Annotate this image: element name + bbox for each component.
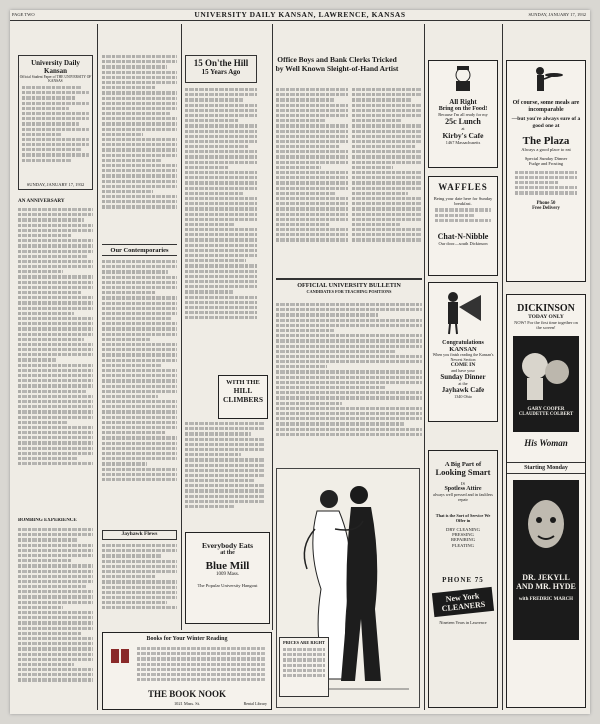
- jayhawk-cafe-line4: COME IN: [450, 362, 476, 368]
- dickinson-star2: CLAUDETTE COLBERT: [518, 412, 574, 418]
- nameplate-box: [18, 55, 93, 190]
- artist-headline-1: Office Boys and Bank Clerks Tricked: [277, 55, 397, 64]
- dickinson-today: TODAY ONLY: [528, 314, 564, 320]
- blue-mill-line2: at the: [220, 550, 235, 556]
- fifteen-years-subtitle: 15 Years Ago: [201, 68, 241, 76]
- anniversary-text: [18, 208, 93, 508]
- blue-mill-line3: Blue Mill: [205, 560, 250, 572]
- bombing-headline: BOMBING EXPERIENCE: [18, 518, 77, 523]
- artist-story-text-b: [352, 88, 422, 273]
- cleaners-line6: That is the Sort of Service We Offer in: [435, 512, 491, 523]
- blue-mill-line4: 1009 Mass.: [215, 572, 240, 577]
- blue-mill-ad: [185, 532, 270, 624]
- cleaners-line5: always well pressed and in faultless repair: [433, 492, 493, 503]
- jayhawk-cafe-line6: Sunday Dinner: [440, 373, 486, 382]
- kirby-cafe-ad: [428, 60, 498, 168]
- jayhawk-cafe-line1: Congratulations: [442, 340, 484, 346]
- plaza-line2: —but you're always sure of a good one at: [511, 116, 581, 129]
- cleaners-line1: A Big Part of: [444, 461, 482, 468]
- masthead-rule: [10, 20, 590, 21]
- waffles-text: [429, 206, 497, 226]
- jekyll-poster: [513, 480, 579, 640]
- masthead-title: UNIVERSITY DAILY KANSAN, LAWRENCE, KANSAS: [194, 10, 406, 19]
- hill-climbers-line1: WITH THE: [226, 379, 260, 386]
- waffles-ad: [428, 176, 498, 276]
- book-nook-rental: Rental Library: [243, 700, 267, 706]
- anniversary-headline: AN ANNIVERSARY: [18, 198, 65, 204]
- jayhawk-flews-text: [102, 544, 177, 624]
- kirby-line3: Because I'm all ready for my: [438, 112, 488, 117]
- dancers-illustration: [276, 468, 420, 708]
- staff-listing: [19, 83, 92, 167]
- book-nook-ad: [102, 632, 272, 710]
- artist-story-head: [258, 55, 416, 85]
- plaza-ad: [506, 60, 586, 282]
- jayhawk-flews-headline: Jayhawk Flews: [102, 530, 177, 540]
- dickinson-film: His Woman: [524, 438, 568, 449]
- bulletin-title: OFFICIAL UNIVERSITY BULLETIN: [297, 282, 401, 289]
- waiter-icon: [528, 65, 564, 95]
- column-rule-1: [97, 24, 98, 710]
- plaza-line3: The Plaza: [522, 135, 570, 147]
- fifteen-years-title: 15 On'the Hill: [193, 58, 249, 68]
- waffles-line1: WAFFLES: [438, 182, 488, 192]
- dickinson-starting: Starting Monday: [507, 462, 585, 474]
- bulletin-subtitle: CANDIDATES FOR TEACHING POSITIONS: [306, 289, 392, 294]
- prices-list: [280, 645, 328, 682]
- cleaners-line3: IS: [460, 481, 465, 486]
- kirby-line6: Kirby's Cafe: [442, 131, 484, 141]
- bulletin-text: [276, 303, 422, 468]
- contemporaries-headline: Our Contemporaries: [102, 244, 177, 256]
- plaza-line5: Special Sunday Dinner: [524, 156, 568, 162]
- jayhawk-cafe-line9: 1340 Ohio: [454, 394, 472, 400]
- kirby-line1: All Right: [449, 98, 477, 106]
- prices-heading: PRICES ARE RIGHT: [283, 640, 325, 645]
- book-list: [137, 647, 265, 683]
- his-woman-poster: [513, 336, 579, 432]
- cleaners-line2: Looking Smart: [435, 467, 491, 477]
- jayhawk-cafe-ad: [428, 282, 498, 422]
- editorial-text: [102, 55, 177, 240]
- hill-climbers-line3: CLIMBERS: [222, 395, 263, 404]
- waffles-line3: Chat-N-Nibble: [437, 231, 489, 241]
- contemporaries-text: [102, 260, 177, 525]
- plaza-line4: Always a good place to eat: [521, 147, 571, 152]
- column-rule-5: [502, 24, 503, 710]
- masthead-date: SUNDAY, JANUARY 17, 1932: [528, 12, 586, 17]
- jayhawk-cafe-line8: Jayhawk Cafe: [441, 386, 485, 395]
- fifteen-years-text: [185, 88, 257, 368]
- cleaners-line12: New York CLEANERS: [432, 587, 494, 617]
- bombing-text: [18, 528, 93, 708]
- cleaners-line11: PHONE 75: [442, 575, 484, 584]
- nameplate-title: University Daily Kansan: [31, 59, 80, 75]
- kirby-line7: 1467 Massachusetts: [445, 140, 481, 146]
- kirby-line4: 25c Lunch: [445, 117, 481, 127]
- poster-faces: [513, 342, 579, 402]
- dickinson-ad: [506, 294, 586, 708]
- chef-icon: [448, 65, 478, 93]
- jekyll-face: [516, 488, 576, 568]
- jekyll-title: DR. JEKYLL AND MR. HYDE: [516, 573, 576, 592]
- book-nook-address: 1021 Mass. St.: [173, 700, 201, 706]
- plaza-line6: Fudge and Frosting: [528, 161, 564, 167]
- plaza-line1: Of course, some meals are incomparable: [512, 100, 580, 113]
- hill-climbers-text: [185, 422, 265, 527]
- kirby-line2: Bring on the Food!: [438, 106, 488, 112]
- prices-box: [279, 637, 329, 697]
- fifteen-years-box: [185, 55, 257, 83]
- dickinson-title: DICKINSON: [517, 303, 575, 314]
- column-rule-2: [181, 24, 182, 630]
- newspaper-page: [10, 10, 590, 714]
- dickinson-tagline: NOW! For the first time together on the screen!: [514, 320, 578, 331]
- bulletin-head: [276, 278, 422, 300]
- artist-headline-2: by Well Known Sleight-of-Hand Artist: [275, 64, 399, 73]
- nameplate-dateline: SUNDAY, JANUARY 17, 1932: [26, 181, 85, 187]
- jayhawk-cafe-line3: When you finish reading the Kansan's Newest Section: [432, 352, 494, 362]
- artist-story-text-a: [276, 88, 348, 273]
- jayhawk-cafe-line5: and have your: [451, 368, 475, 373]
- dickinson-star1: GARY COOPER: [527, 407, 565, 413]
- page-number: PAGE TWO: [12, 12, 35, 17]
- hill-climbers-line2: HILL: [233, 386, 253, 395]
- plaza-menu-text: [507, 167, 585, 201]
- nameplate-subtitle: Official Student Paper of THE UNIVERSITY OF KANSAS: [19, 75, 92, 83]
- column-rule-3: [272, 24, 273, 630]
- cleaners-ad: [428, 450, 498, 708]
- plaza-line8: Free Delivery: [532, 205, 560, 211]
- jayhawk-cafe-line7: at the: [458, 381, 468, 387]
- waffles-line4: Our door—south Dickinson: [438, 240, 488, 246]
- cleaners-line13: Nineteen Years in Lawrence: [439, 619, 487, 625]
- megaphone-icon: [441, 287, 485, 335]
- cleaners-line8: PRESSING: [452, 532, 474, 538]
- book-nook-heading: Books for Your Winter Reading: [146, 636, 228, 642]
- jekyll-star: with FREDRIC MARCH: [518, 597, 574, 603]
- hill-climbers-box: [218, 375, 268, 419]
- column-rule-4: [424, 24, 425, 710]
- cleaners-line7: DRY CLEANING: [446, 527, 480, 533]
- jayhawk-cafe-line2: KANSAN: [449, 346, 477, 353]
- plaza-line7: Phone 50: [536, 200, 556, 206]
- blue-mill-line1: Everybody Eats: [201, 541, 254, 550]
- book-nook-name: THE BOOK NOOK: [147, 689, 226, 699]
- kirby-line5: at: [461, 126, 465, 132]
- waffles-line2: Being your date here for Sunday breakfast.: [433, 196, 493, 207]
- cleaners-line4: Spotless Attire: [444, 486, 482, 493]
- blue-mill-line5: The Popular University Hangout: [197, 583, 258, 589]
- cleaners-line9: REPAIRING: [450, 537, 476, 543]
- book-icon: [109, 645, 131, 667]
- cleaners-line10: PLEATING: [452, 542, 474, 548]
